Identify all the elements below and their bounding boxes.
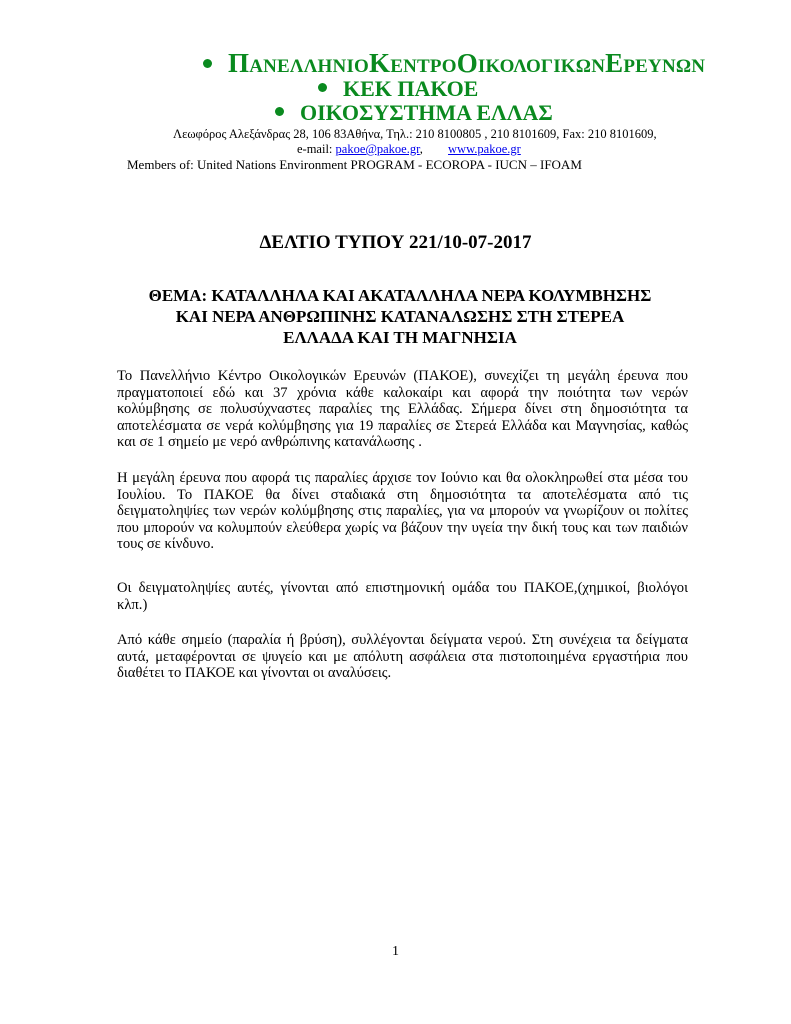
body-paragraph: Οι δειγματοληψίες αυτές, γίνονται από επιστημονική ομάδα του ΠΑΚΟΕ,(χημικοί, βιολόγοι κλπ.) (117, 580, 688, 613)
email-link[interactable]: pakoe@pakoe.gr (335, 142, 420, 156)
bullet-icon (318, 83, 327, 92)
members-line: Members of: United Nations Environment PROGRAM - ECOROPA - IUCN – IFOAM (127, 157, 582, 172)
press-release-title: ΔΕΛΤΙΟ ΤΥΠΟΥ 221/10-07-2017 (259, 232, 532, 253)
org-name-line (203, 48, 705, 79)
body-paragraph: Από κάθε σημείο (παραλία ή βρύση), συλλέγονται δείγματα νερού. Στη συνέχεια τα δείγματα αυτά, μεταφέρονται σε ψυγείο και με απόλυτη ασφάλεια στα πιστοποιημένα εργαστήρια που διαθέτει το ΠΑΚΟΕ και γίνονται οι αναλύσεις. (117, 632, 688, 682)
org-name-initial: Ε (605, 48, 624, 78)
org-name-initial: Π (228, 48, 250, 78)
kek-line (318, 76, 478, 102)
org-name-initial: Κ (369, 48, 391, 78)
org-name-word: ΡΕΥΝΩΝ (623, 56, 706, 77)
website-link[interactable]: www.pakoe.gr (448, 142, 521, 156)
bullet-icon (203, 59, 212, 68)
org-name (228, 48, 705, 79)
subject-line: ΚΑΙ ΝΕΡΑ ΑΝΘΡΩΠΙΝΗΣ ΚΑΤΑΝΑΛΩΣΗΣ ΣΤΗ ΣΤΕΡΕΑ (175, 307, 625, 326)
kek-name: ΚΕΚ ΠΑΚΟΕ (343, 76, 479, 101)
org-name-word: ΑΝΕΛΛΗΝΙΟ (249, 56, 370, 77)
subject-heading (80, 285, 720, 348)
org-name-word: ΙΚΟΛΟΓΙΚΩΝ (477, 56, 606, 77)
subject-line: ΕΛΛΑΔΑ ΚΑΙ ΤΗ ΜΑΓΝΗΣΙΑ (283, 328, 517, 347)
email-label: e-mail: (297, 142, 333, 156)
body-paragraph: Η μεγάλη έρευνα που αφορά τις παραλίες άρχισε τον Ιούνιο και θα ολοκληρωθεί στα μέσα του Ιουλίου. Το ΠΑΚΟΕ θα δίνει σταδιακά στη δημοσιότητα τα αποτελέσματα από τις δειγματοληψίες των νερών κολύμβησης στις παραλίες, για να μπορούν να γνωρίζουν οι πολίτες που μπορούν να κολυμπούν ελεύθερα χωρίς να βάζουν την υγεία την δική τους και των παιδιών τους σε κίνδυνο. (117, 470, 688, 553)
contact-line: e-mail: pakoe@pakoe.gr, www.pakoe.gr (297, 142, 521, 156)
address-line: Λεωφόρος Αλεξάνδρας 28, 106 83Αθήνα, Τηλ.: 210 8100805 , 210 8101609, Fax: 210 8101609, (173, 127, 657, 141)
ecosystem-name: ΟΙΚΟΣΥΣΤΗΜΑ ΕΛΛΑΣ (300, 100, 553, 125)
bullet-icon (275, 107, 284, 116)
org-name-word: ΕΝΤΡΟ (390, 56, 457, 77)
page-number: 1 (392, 944, 399, 959)
subject-line: ΘΕΜΑ: ΚΑΤΑΛΛΗΛΑ ΚΑΙ ΑΚΑΤΑΛΛΗΛΑ ΝΕΡΑ ΚΟΛΥΜΒΗΣΗΣ (148, 286, 652, 305)
org-name-initial: Ο (456, 48, 478, 78)
body-paragraph: Το Πανελλήνιο Κέντρο Οικολογικών Ερευνών (ΠΑΚΟΕ), συνεχίζει τη μεγάλη έρευνα που πραγματοποιεί εδώ και 37 χρόνια κάθε καλοκαίρι και αφορά την ποιότητα των νερών κολύμβησης σε πολυσύχναστες παραλίες της Ελλάδας. Σήμερα δίνει στη δημοσιότητα τα αποτελέσματα σε νερά κολύμβησης για 19 παραλίες σε Στερεά Ελλάδα και Μαγνησίας, καθώς και σε 1 σημείο με νερό ανθρώπινης κατανάλωσης . (117, 368, 688, 451)
ecosystem-line (275, 100, 553, 126)
